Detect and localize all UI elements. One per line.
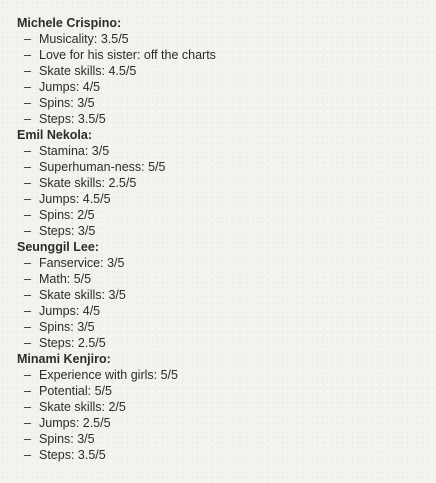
list-item-text: Math: 5/5 — [39, 272, 92, 286]
dash-bullet-icon: – — [24, 224, 31, 238]
section-heading: Michele Crispino: — [17, 16, 122, 30]
list-item — [17, 159, 426, 175]
list-item — [17, 447, 426, 463]
list-item — [17, 303, 426, 319]
list-item-text: Skate skills: 4.5/5 — [39, 64, 137, 78]
list-item-text: Spins: 3/5 — [39, 320, 95, 334]
dash-bullet-icon: – — [24, 336, 31, 350]
list-item — [17, 335, 426, 351]
list-item-text: Skate skills: 2/5 — [39, 400, 126, 414]
note-section-michele-crispino — [17, 15, 426, 127]
list-item — [17, 143, 426, 159]
list-item-text: Potential: 5/5 — [39, 384, 112, 398]
list-item-text: Steps: 3.5/5 — [39, 112, 106, 126]
list-item-text: Steps: 3/5 — [39, 224, 96, 238]
dash-bullet-icon: – — [24, 96, 31, 110]
dash-bullet-icon: – — [24, 320, 31, 334]
list-item-text: Spins: 3/5 — [39, 96, 95, 110]
list-item — [17, 207, 426, 223]
list-item — [17, 319, 426, 335]
list-item-text: Spins: 2/5 — [39, 208, 95, 222]
dash-bullet-icon: – — [24, 448, 31, 462]
dash-bullet-icon: – — [24, 32, 31, 46]
note-section-emil-nekola — [17, 127, 426, 239]
dash-bullet-icon: – — [24, 432, 31, 446]
dash-bullet-icon: – — [24, 256, 31, 270]
dash-bullet-icon: – — [24, 176, 31, 190]
bullet-list — [17, 31, 426, 127]
list-item-text: Superhuman-ness: 5/5 — [39, 160, 166, 174]
list-item — [17, 287, 426, 303]
note-section-minami-kenjiro — [17, 351, 426, 463]
dash-bullet-icon: – — [24, 288, 31, 302]
section-heading: Minami Kenjiro: — [17, 352, 111, 366]
dash-bullet-icon: – — [24, 64, 31, 78]
list-item-text: Jumps: 4/5 — [39, 304, 101, 318]
list-item — [17, 367, 426, 383]
list-item — [17, 415, 426, 431]
list-item — [17, 271, 426, 287]
list-item-text: Jumps: 4/5 — [39, 80, 101, 94]
list-item — [17, 95, 426, 111]
list-item-text: Skate skills: 2.5/5 — [39, 176, 137, 190]
list-item-text: Jumps: 2.5/5 — [39, 416, 111, 430]
list-item-text: Fanservice: 3/5 — [39, 256, 125, 270]
list-item-text: Love for his sister: off the charts — [39, 48, 216, 62]
note-section-seunggil-lee — [17, 239, 426, 351]
list-item — [17, 191, 426, 207]
list-item-text: Jumps: 4.5/5 — [39, 192, 111, 206]
list-item — [17, 175, 426, 191]
dash-bullet-icon: – — [24, 368, 31, 382]
dash-bullet-icon: – — [24, 112, 31, 126]
list-item — [17, 383, 426, 399]
dash-bullet-icon: – — [24, 400, 31, 414]
bullet-list — [17, 255, 426, 351]
list-item — [17, 255, 426, 271]
list-item — [17, 399, 426, 415]
dash-bullet-icon: – — [24, 272, 31, 286]
dash-bullet-icon: – — [24, 144, 31, 158]
dash-bullet-icon: – — [24, 80, 31, 94]
list-item-text: Skate skills: 3/5 — [39, 288, 126, 302]
dash-bullet-icon: – — [24, 48, 31, 62]
note-body — [17, 15, 426, 463]
section-heading: Seunggil Lee: — [17, 240, 99, 254]
dash-bullet-icon: – — [24, 208, 31, 222]
list-item-text: Steps: 2.5/5 — [39, 336, 106, 350]
list-item — [17, 31, 426, 47]
bullet-list — [17, 143, 426, 239]
list-item-text: Experience with girls: 5/5 — [39, 368, 178, 382]
list-item — [17, 431, 426, 447]
dash-bullet-icon: – — [24, 416, 31, 430]
list-item — [17, 47, 426, 63]
section-heading: Emil Nekola: — [17, 128, 93, 142]
dash-bullet-icon: – — [24, 160, 31, 174]
list-item — [17, 79, 426, 95]
dash-bullet-icon: – — [24, 304, 31, 318]
list-item — [17, 111, 426, 127]
list-item-text: Musicality: 3.5/5 — [39, 32, 129, 46]
dash-bullet-icon: – — [24, 384, 31, 398]
list-item-text: Spins: 3/5 — [39, 432, 95, 446]
list-item — [17, 63, 426, 79]
dash-bullet-icon: – — [24, 192, 31, 206]
list-item-text: Steps: 3.5/5 — [39, 448, 106, 462]
bullet-list — [17, 367, 426, 463]
list-item — [17, 223, 426, 239]
list-item-text: Stamina: 3/5 — [39, 144, 110, 158]
